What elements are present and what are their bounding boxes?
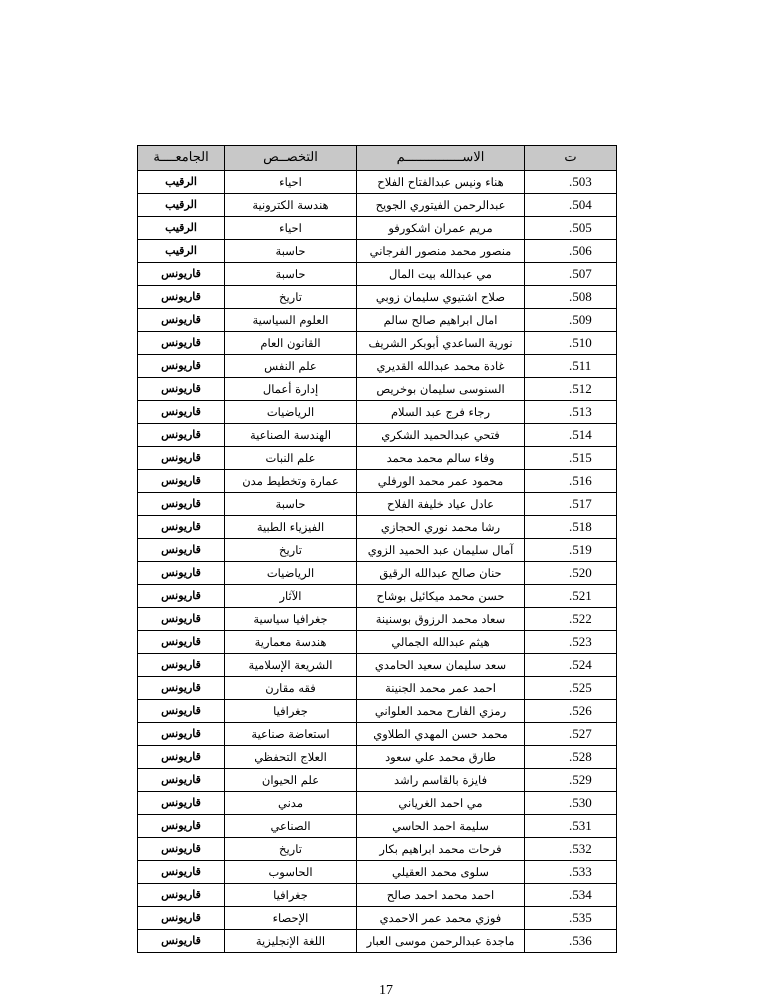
row-university: قاريونس bbox=[138, 263, 225, 286]
row-number: .523 bbox=[525, 631, 617, 654]
row-specialization: حاسبة bbox=[225, 493, 357, 516]
row-number: .525 bbox=[525, 677, 617, 700]
row-name: فرحات محمد ابراهيم بكار bbox=[357, 838, 525, 861]
row-specialization: العلوم السياسية bbox=[225, 309, 357, 332]
row-number: .510 bbox=[525, 332, 617, 355]
row-university: قاريونس bbox=[138, 286, 225, 309]
row-specialization: حاسبة bbox=[225, 240, 357, 263]
row-specialization: احياء bbox=[225, 171, 357, 194]
row-name: منصور محمد منصور الفرجاني bbox=[357, 240, 525, 263]
row-specialization: الصناعي bbox=[225, 815, 357, 838]
page-number: 17 bbox=[379, 983, 393, 998]
row-university: قاريونس bbox=[138, 355, 225, 378]
row-number: .503 bbox=[525, 171, 617, 194]
row-number: .530 bbox=[525, 792, 617, 815]
table-row bbox=[138, 401, 617, 424]
row-specialization: علم النبات bbox=[225, 447, 357, 470]
row-number: .507 bbox=[525, 263, 617, 286]
row-specialization: الرياضيات bbox=[225, 562, 357, 585]
row-number: .517 bbox=[525, 493, 617, 516]
row-name: السنوسى سليمان بوخريص bbox=[357, 378, 525, 401]
table-row bbox=[138, 723, 617, 746]
row-university: قاريونس bbox=[138, 332, 225, 355]
row-specialization: هندسة الكترونية bbox=[225, 194, 357, 217]
row-university: قاريونس bbox=[138, 309, 225, 332]
row-specialization: الحاسوب bbox=[225, 861, 357, 884]
row-university: قاريونس bbox=[138, 562, 225, 585]
row-university: قاريونس bbox=[138, 470, 225, 493]
table-row bbox=[138, 332, 617, 355]
row-name: امال ابراهيم صالح سالم bbox=[357, 309, 525, 332]
row-name: مريم عمران اشكورفو bbox=[357, 217, 525, 240]
row-specialization: العلاج التحفظي bbox=[225, 746, 357, 769]
row-number: .534 bbox=[525, 884, 617, 907]
row-university: قاريونس bbox=[138, 539, 225, 562]
row-name: سليمة احمد الحاسي bbox=[357, 815, 525, 838]
row-specialization: استعاضة صناعية bbox=[225, 723, 357, 746]
header-university: الجامعــــة bbox=[138, 146, 225, 171]
table-row bbox=[138, 700, 617, 723]
row-number: .536 bbox=[525, 930, 617, 953]
row-number: .518 bbox=[525, 516, 617, 539]
row-number: .535 bbox=[525, 907, 617, 930]
row-university: قاريونس bbox=[138, 677, 225, 700]
row-name: عادل عياد خليفة الفلاح bbox=[357, 493, 525, 516]
row-name: وفاء سالم محمد محمد bbox=[357, 447, 525, 470]
row-university: قاريونس bbox=[138, 700, 225, 723]
row-name: هيثم عبدالله الجمالي bbox=[357, 631, 525, 654]
row-number: .527 bbox=[525, 723, 617, 746]
row-name: ماجدة عبدالرحمن موسى العبار bbox=[357, 930, 525, 953]
row-number: .514 bbox=[525, 424, 617, 447]
row-number: .531 bbox=[525, 815, 617, 838]
table-row bbox=[138, 608, 617, 631]
row-specialization: إدارة أعمال bbox=[225, 378, 357, 401]
table-row bbox=[138, 907, 617, 930]
row-specialization: علم النفس bbox=[225, 355, 357, 378]
row-name: حنان صالح عبدالله الرقيق bbox=[357, 562, 525, 585]
row-university: الرقيب bbox=[138, 194, 225, 217]
row-number: .533 bbox=[525, 861, 617, 884]
row-name: فتحي عبدالحميد الشكري bbox=[357, 424, 525, 447]
table-row bbox=[138, 654, 617, 677]
row-university: قاريونس bbox=[138, 792, 225, 815]
header-specialization: التخصــص bbox=[225, 146, 357, 171]
row-name: مي احمد الغرياني bbox=[357, 792, 525, 815]
table-row bbox=[138, 263, 617, 286]
table-row bbox=[138, 309, 617, 332]
row-university: قاريونس bbox=[138, 516, 225, 539]
row-number: .522 bbox=[525, 608, 617, 631]
row-specialization: حاسبة bbox=[225, 263, 357, 286]
row-name: سلوى محمد العقيلي bbox=[357, 861, 525, 884]
row-university: قاريونس bbox=[138, 424, 225, 447]
row-number: .506 bbox=[525, 240, 617, 263]
row-specialization: جغرافيا سياسية bbox=[225, 608, 357, 631]
row-specialization: مدني bbox=[225, 792, 357, 815]
row-specialization: الهندسة الصناعية bbox=[225, 424, 357, 447]
row-specialization: تاريخ bbox=[225, 838, 357, 861]
row-number: .526 bbox=[525, 700, 617, 723]
row-name: طارق محمد علي سعود bbox=[357, 746, 525, 769]
row-name: مي عبدالله بيت المال bbox=[357, 263, 525, 286]
table-row bbox=[138, 240, 617, 263]
row-number: .532 bbox=[525, 838, 617, 861]
table-row bbox=[138, 815, 617, 838]
row-specialization: احياء bbox=[225, 217, 357, 240]
row-name: عبدالرحمن الفيتوري الجويح bbox=[357, 194, 525, 217]
row-name: رمزي الفارح محمد العلواني bbox=[357, 700, 525, 723]
row-specialization: الفيزياء الطبية bbox=[225, 516, 357, 539]
table-row bbox=[138, 677, 617, 700]
table-row bbox=[138, 884, 617, 907]
row-university: قاريونس bbox=[138, 746, 225, 769]
row-specialization: الآثار bbox=[225, 585, 357, 608]
row-specialization: القانون العام bbox=[225, 332, 357, 355]
row-university: قاريونس bbox=[138, 723, 225, 746]
row-university: قاريونس bbox=[138, 884, 225, 907]
table-row bbox=[138, 585, 617, 608]
table-row bbox=[138, 838, 617, 861]
row-university: قاريونس bbox=[138, 815, 225, 838]
row-specialization: علم الحيوان bbox=[225, 769, 357, 792]
row-name: سعد سليمان سعيد الحامدي bbox=[357, 654, 525, 677]
row-university: قاريونس bbox=[138, 401, 225, 424]
row-university: قاريونس bbox=[138, 493, 225, 516]
row-name: رشا محمد نوري الحجازي bbox=[357, 516, 525, 539]
row-number: .516 bbox=[525, 470, 617, 493]
row-specialization: فقه مقارن bbox=[225, 677, 357, 700]
table-row bbox=[138, 746, 617, 769]
table-row bbox=[138, 355, 617, 378]
row-number: .512 bbox=[525, 378, 617, 401]
records-table bbox=[137, 145, 617, 953]
row-number: .511 bbox=[525, 355, 617, 378]
row-university: قاريونس bbox=[138, 654, 225, 677]
row-specialization: تاريخ bbox=[225, 286, 357, 309]
row-university: قاريونس bbox=[138, 631, 225, 654]
row-name: آمال سليمان عبد الحميد الزوي bbox=[357, 539, 525, 562]
row-name: احمد عمر محمد الجنينة bbox=[357, 677, 525, 700]
row-number: .508 bbox=[525, 286, 617, 309]
row-university: الرقيب bbox=[138, 217, 225, 240]
row-university: قاريونس bbox=[138, 861, 225, 884]
row-university: الرقيب bbox=[138, 171, 225, 194]
row-university: الرقيب bbox=[138, 240, 225, 263]
table-row bbox=[138, 217, 617, 240]
row-university: قاريونس bbox=[138, 608, 225, 631]
table-row bbox=[138, 493, 617, 516]
row-specialization: جغرافيا bbox=[225, 884, 357, 907]
table-row bbox=[138, 516, 617, 539]
row-specialization: الرياضيات bbox=[225, 401, 357, 424]
row-name: حسن محمد ميكائيل بوشاح bbox=[357, 585, 525, 608]
table-row bbox=[138, 562, 617, 585]
row-number: .519 bbox=[525, 539, 617, 562]
table-row bbox=[138, 378, 617, 401]
row-number: .515 bbox=[525, 447, 617, 470]
row-university: قاريونس bbox=[138, 930, 225, 953]
row-specialization: عمارة وتخطيط مدن bbox=[225, 470, 357, 493]
table-row bbox=[138, 769, 617, 792]
table-row bbox=[138, 171, 617, 194]
row-number: .528 bbox=[525, 746, 617, 769]
table-row bbox=[138, 539, 617, 562]
row-name: غادة محمد عبدالله القديري bbox=[357, 355, 525, 378]
row-name: رجاء فرج عبد السلام bbox=[357, 401, 525, 424]
row-specialization: تاريخ bbox=[225, 539, 357, 562]
row-number: .504 bbox=[525, 194, 617, 217]
row-name: فايزة بالقاسم راشد bbox=[357, 769, 525, 792]
row-name: احمد محمد احمد صالح bbox=[357, 884, 525, 907]
row-name: هناء ونيس عبدالفتاح الفلاح bbox=[357, 171, 525, 194]
row-name: نورية الساعدي أبوبكر الشريف bbox=[357, 332, 525, 355]
row-number: .521 bbox=[525, 585, 617, 608]
header-number: ت bbox=[525, 146, 617, 171]
row-name: فوزي محمد عمر الاحمدي bbox=[357, 907, 525, 930]
row-specialization: الإحصاء bbox=[225, 907, 357, 930]
row-number: .529 bbox=[525, 769, 617, 792]
row-university: قاريونس bbox=[138, 447, 225, 470]
row-name: صلاح اشتيوي سليمان زوبي bbox=[357, 286, 525, 309]
row-name: محمود عمر محمد الورفلي bbox=[357, 470, 525, 493]
header-row bbox=[138, 146, 617, 171]
table-row bbox=[138, 194, 617, 217]
table-body bbox=[138, 171, 617, 953]
row-specialization: جغرافيا bbox=[225, 700, 357, 723]
row-specialization: اللغة الإنجليزية bbox=[225, 930, 357, 953]
table-row bbox=[138, 930, 617, 953]
row-university: قاريونس bbox=[138, 907, 225, 930]
row-number: .520 bbox=[525, 562, 617, 585]
row-name: سعاد محمد الرزوق بوسنينة bbox=[357, 608, 525, 631]
table-row bbox=[138, 861, 617, 884]
table-row bbox=[138, 447, 617, 470]
table-row bbox=[138, 631, 617, 654]
row-specialization: الشريعة الإسلامية bbox=[225, 654, 357, 677]
row-number: .513 bbox=[525, 401, 617, 424]
header-name: الاســـــــــــــــم bbox=[357, 146, 525, 171]
row-name: محمد حسن المهدي الطلاوي bbox=[357, 723, 525, 746]
table-row bbox=[138, 792, 617, 815]
row-specialization: هندسة معمارية bbox=[225, 631, 357, 654]
row-university: قاريونس bbox=[138, 769, 225, 792]
row-university: قاريونس bbox=[138, 378, 225, 401]
row-number: .524 bbox=[525, 654, 617, 677]
row-number: .505 bbox=[525, 217, 617, 240]
row-university: قاريونس bbox=[138, 838, 225, 861]
row-number: .509 bbox=[525, 309, 617, 332]
table-row bbox=[138, 424, 617, 447]
table-row bbox=[138, 470, 617, 493]
table-row bbox=[138, 286, 617, 309]
row-university: قاريونس bbox=[138, 585, 225, 608]
